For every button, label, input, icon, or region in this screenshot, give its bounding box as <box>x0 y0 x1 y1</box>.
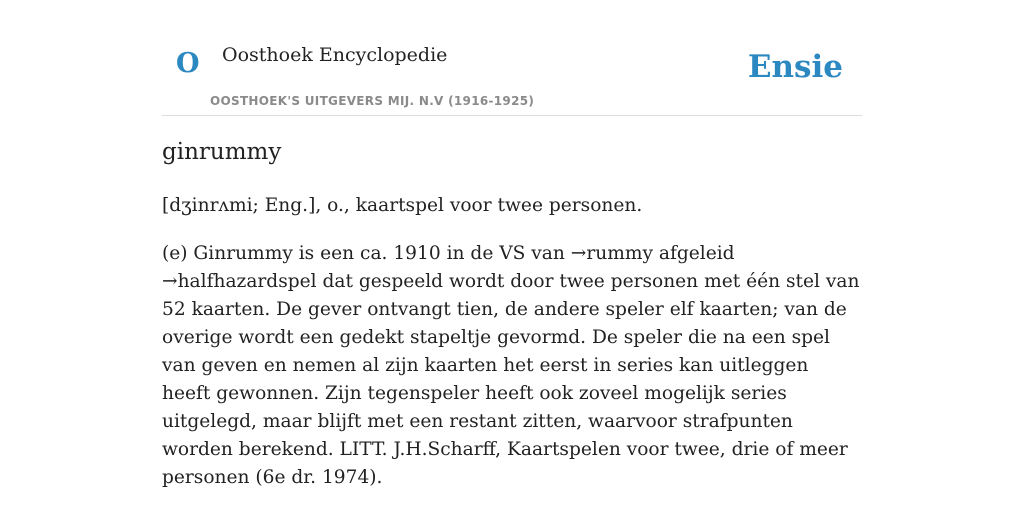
entry-definition: [dʒinrʌmi; Eng.], o., kaartspel voor twee personen. <box>162 195 643 216</box>
publisher-subtitle: OOSTHOEK'S UITGEVERS MIJ. N.V (1916-1925) <box>210 94 535 108</box>
entry-headword: ginrummy <box>162 139 282 165</box>
page-container <box>162 0 862 488</box>
site-title[interactable]: Oosthoek Encyclopedie <box>222 44 448 66</box>
entry-body: (e) Ginrummy is een ca. 1910 in de VS van →rummy afgeleid →halfhazardspel dat gespeeld wordt door twee personen met één stel van 52 kaarten. De gever ontvangt tien, de andere speler elf kaarten; van de overige wordt een gedekt stapeltje gevormd. De speler die na een spel van geven en nemen al zijn kaarten het eerst in series kan uitleggen heeft gewonnen. Zijn tegenspeler heeft ook zoveel mogelijk series uitgelegd, maar blijft met een restant zitten, waarvoor strafpunten worden berekend. LITT. J.H.Scharff, Kaartspelen voor twee, drie of meer personen (6e dr. 1974). <box>162 243 860 488</box>
brand-logo[interactable]: Ensie <box>747 49 843 85</box>
logo-icon[interactable]: O <box>176 48 200 79</box>
site-header <box>162 0 862 116</box>
